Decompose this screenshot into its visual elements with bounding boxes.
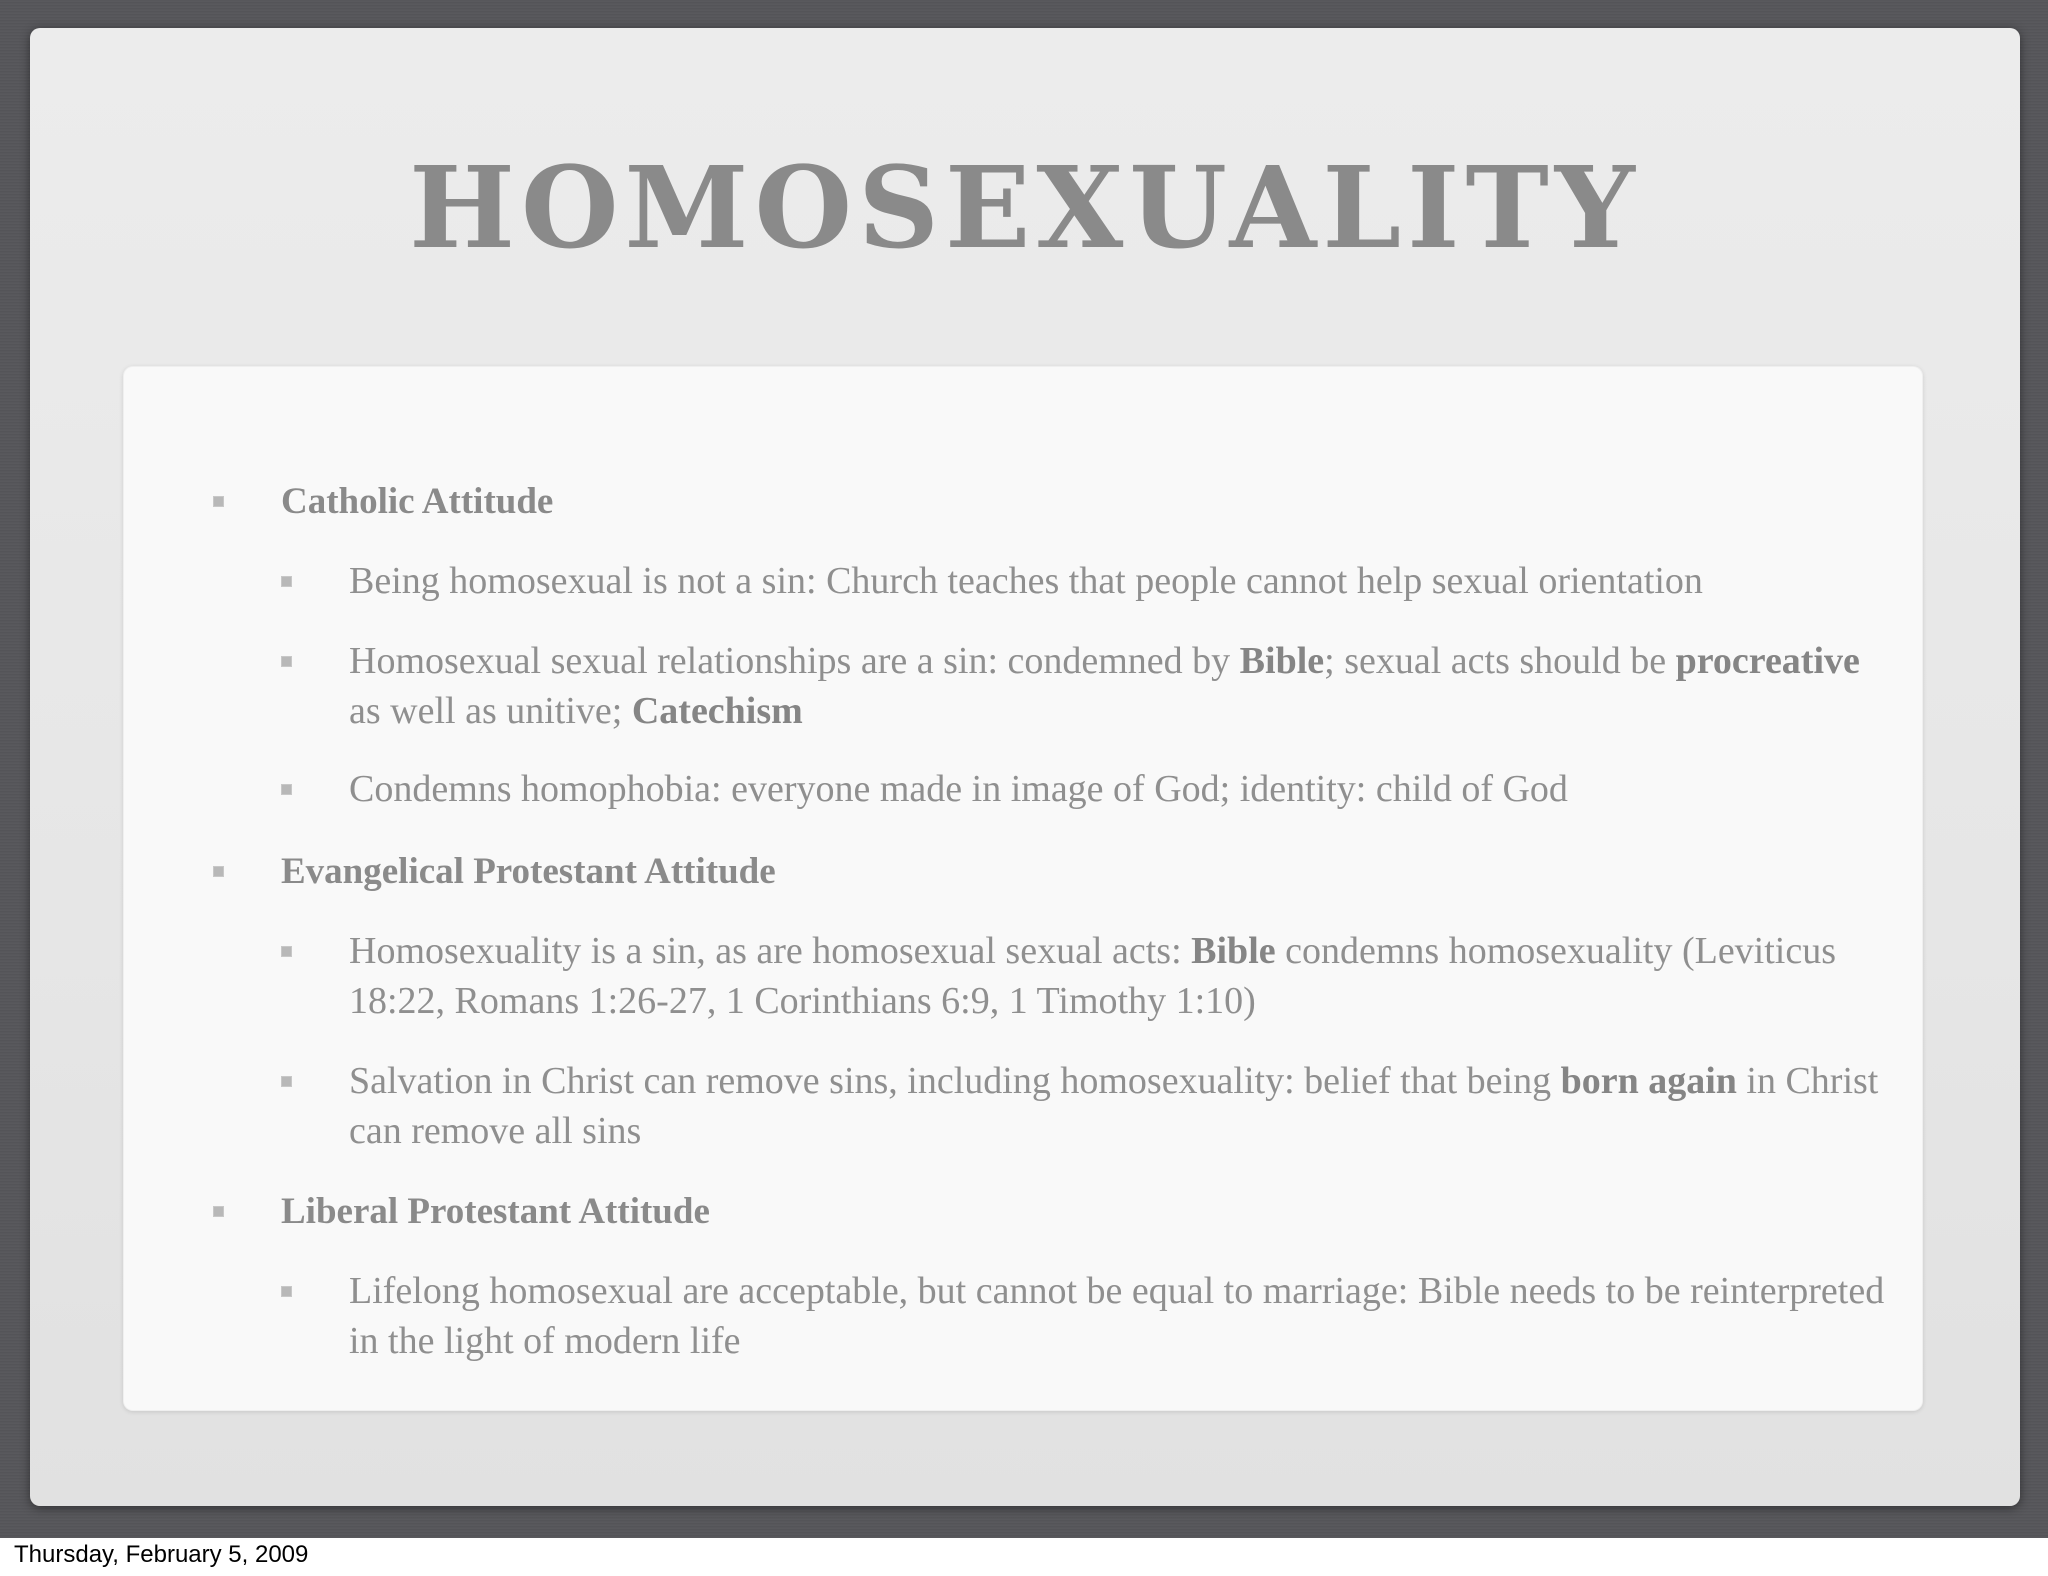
slide [30,28,2020,1506]
square-bullet-icon [213,496,224,507]
list-item: Homosexuality is a sin, as are homosexual sexual acts: Bible condemns homosexuality (Leviticus 18:22, Romans 1:26-27, 1 Corinthians 6:9, 1 Timothy 1:10) [349,926,1899,1026]
slide-title: HOMOSEXUALITY [409,143,1641,274]
section-heading-catholic: Catholic Attitude [281,476,553,527]
list-item: Lifelong homosexual are acceptable, but cannot be equal to marriage: Bible needs to be reinterpreted in the light of modern life [349,1266,1899,1366]
square-bullet-icon [281,1286,292,1297]
section-heading-liberal: Liberal Protestant Attitude [281,1186,710,1237]
square-bullet-icon [281,576,292,587]
square-bullet-icon [281,946,292,957]
section-heading-evangelical: Evangelical Protestant Attitude [281,846,776,897]
square-bullet-icon [213,1206,224,1217]
list-item: Being homosexual is not a sin: Church teaches that people cannot help sexual orientation [349,556,1899,606]
footer-date: Thursday, February 5, 2009 [14,1541,309,1568]
list-item: Condemns homophobia: everyone made in image of God; identity: child of God [349,764,1899,814]
list-item: Salvation in Christ can remove sins, including homosexuality: belief that being born again in Christ can remove all sins [349,1056,1899,1156]
square-bullet-icon [213,866,224,877]
content-panel [123,366,1923,1411]
list-item: Homosexual sexual relationships are a sin: condemned by Bible; sexual acts should be procreative as well as unitive; Catechism [349,636,1899,736]
square-bullet-icon [281,784,292,795]
square-bullet-icon [281,1076,292,1087]
square-bullet-icon [281,656,292,667]
